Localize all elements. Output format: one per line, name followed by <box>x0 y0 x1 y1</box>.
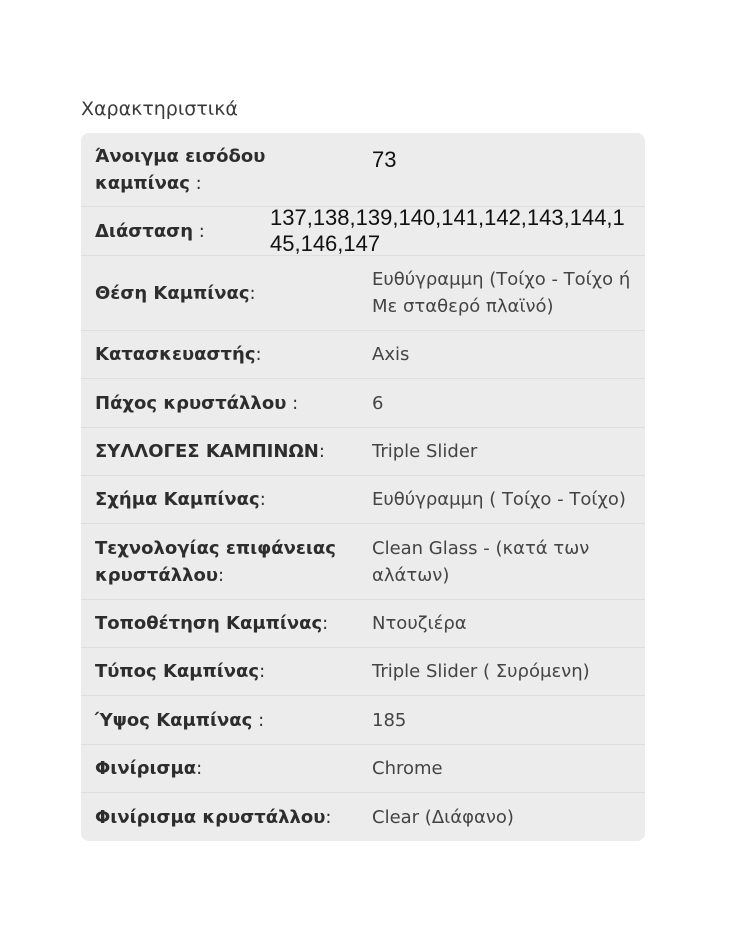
spec-value: Triple Slider <box>372 441 478 462</box>
spec-label: Τύπος Καμπίνας: <box>95 661 266 682</box>
spec-value: 73 <box>372 147 397 172</box>
spec-value: Triple Slider ( Συρόμενη) <box>372 661 590 682</box>
spec-row-dimension <box>81 207 645 256</box>
spec-value: 185 <box>372 709 407 731</box>
spec-label: Ύψος Καμπίνας : <box>95 709 265 731</box>
spec-label: Φινίρισμα κρυστάλλου: <box>95 806 332 828</box>
section-title: Χαρακτηριστικά <box>81 98 238 120</box>
spec-row-glass-thickness <box>81 379 645 428</box>
spec-row-type <box>81 648 645 696</box>
spec-label: Σχήμα Καμπίνας: <box>95 489 266 510</box>
spec-label: Θέση Καμπίνας: <box>95 282 256 304</box>
spec-label: Άνοιγμα εισόδου καμπίνας : <box>95 145 266 194</box>
spec-row-shape <box>81 476 645 524</box>
spec-value: Axis <box>372 344 410 365</box>
spec-label: Διάσταση : <box>95 220 205 242</box>
spec-value: 6 <box>372 392 384 414</box>
spec-row-surface-technology <box>81 524 645 600</box>
spec-row-glass-finish <box>81 793 645 841</box>
spec-value: Clear (Διάφανο) <box>372 806 514 828</box>
spec-label: Τεχνολογίας επιφάνειας κρυστάλλου: <box>95 537 336 586</box>
spec-row-position <box>81 256 645 331</box>
spec-value: Ευθύγραμμη (Τοίχο - Τοίχο ή Με σταθερό πλαϊνό) <box>372 269 631 317</box>
spec-row-placement <box>81 600 645 648</box>
spec-label: ΣΥΛΛΟΓΕΣ ΚΑΜΠΙΝΩΝ: <box>95 441 325 462</box>
spec-row-entrance-opening <box>81 133 645 207</box>
spec-value: Ντουζιέρα <box>372 613 467 634</box>
spec-label: Τοποθέτηση Καμπίνας: <box>95 613 329 634</box>
spec-value: Ευθύγραμμη ( Τοίχο - Τοίχο) <box>372 489 626 510</box>
spec-value: Chrome <box>372 758 443 779</box>
spec-label: Κατασκευαστής: <box>95 344 262 365</box>
specifications-table <box>81 133 645 841</box>
spec-row-finish <box>81 745 645 793</box>
spec-label: Πάχος κρυστάλλου : <box>95 392 299 414</box>
spec-value: 137,138,139,140,141,142,143,144,145,146,147 <box>270 205 625 256</box>
spec-row-height <box>81 696 645 745</box>
spec-row-collection <box>81 428 645 476</box>
spec-row-manufacturer <box>81 331 645 379</box>
spec-label: Φινίρισμα: <box>95 758 203 779</box>
spec-value: Clean Glass - (κατά των αλάτων) <box>372 537 590 586</box>
